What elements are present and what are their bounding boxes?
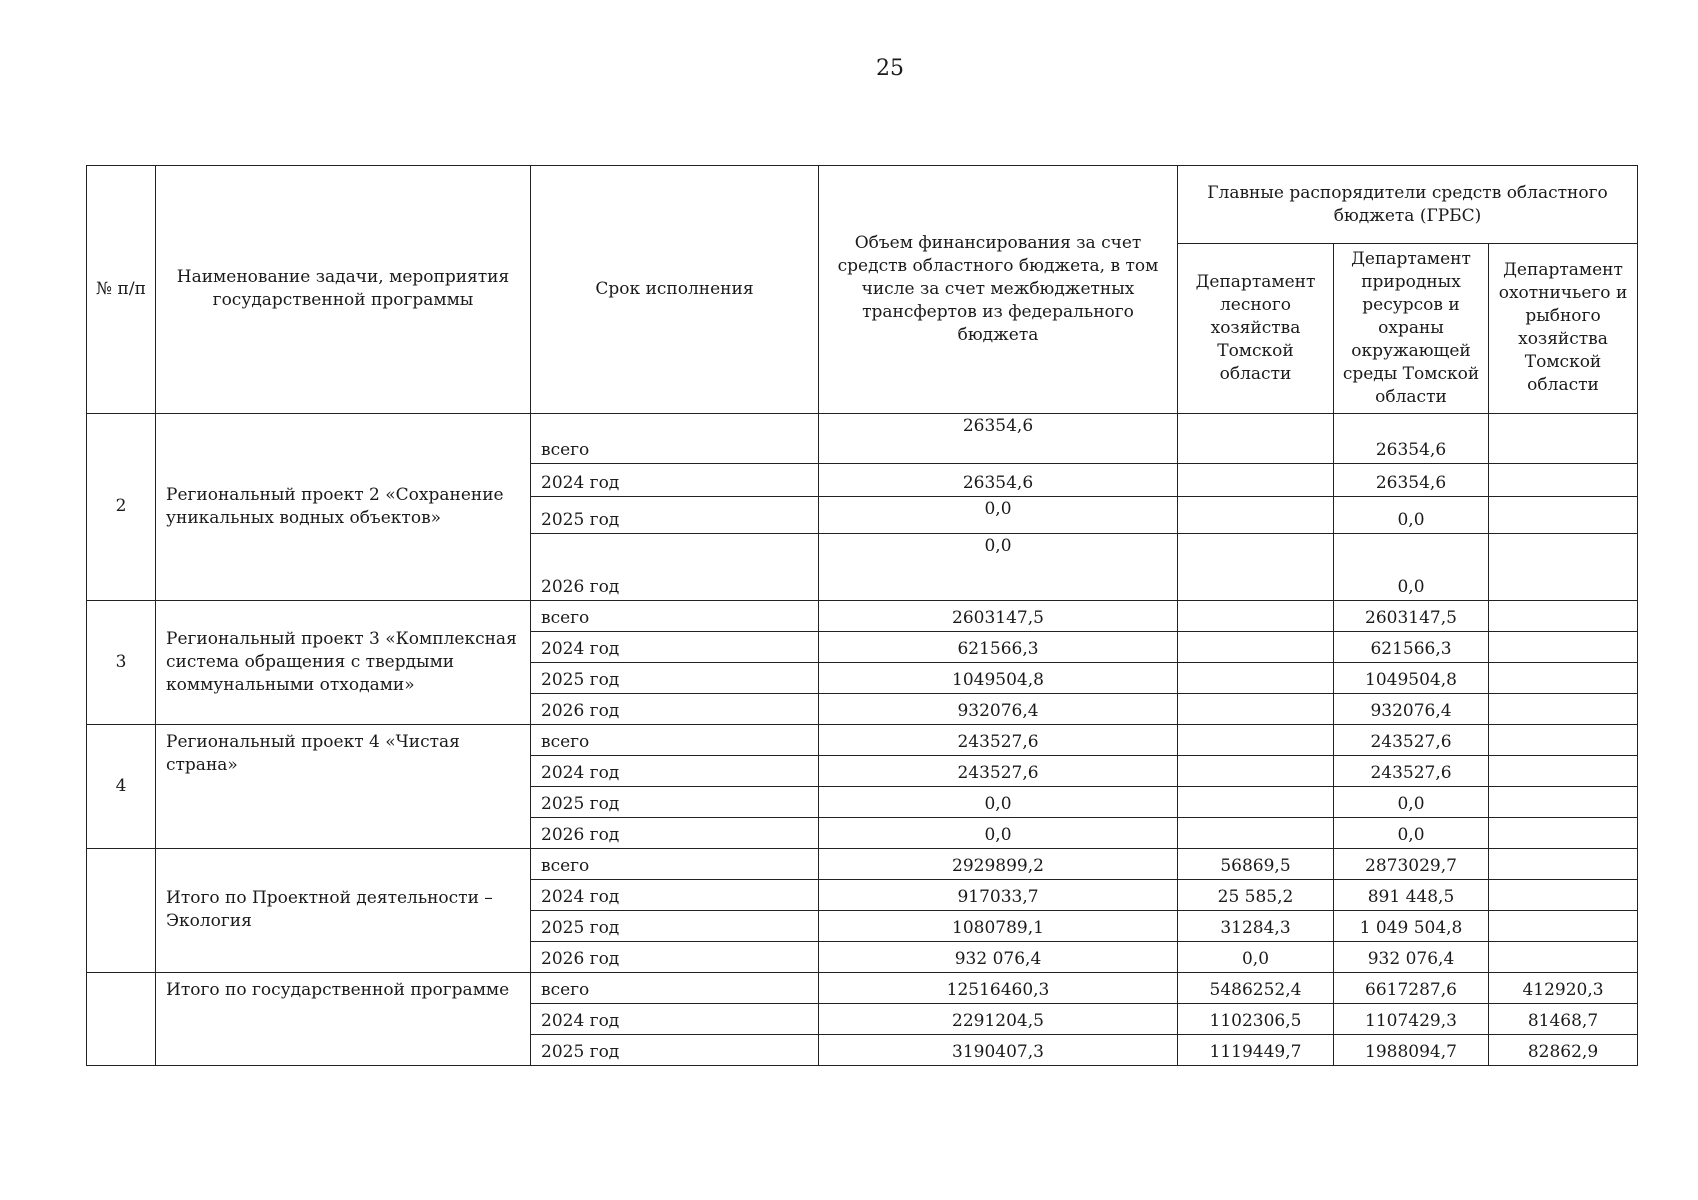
task-name: Региональный проект 2 «Сохранение уникальных водных объектов» (156, 413, 531, 600)
period: всего (531, 413, 819, 463)
nature-value: 26354,6 (1334, 413, 1489, 463)
page-number: 25 (876, 56, 904, 81)
hunting-value (1489, 600, 1638, 631)
row-number (87, 972, 156, 1065)
row-number: 2 (87, 413, 156, 600)
header-dept-nature: Департамент природных ресурсов и охраны окружающей среды Томской области (1334, 244, 1489, 414)
volume-value: 932076,4 (819, 693, 1178, 724)
table-row (87, 600, 1638, 631)
header-dept-hunting: Департамент охотничьего и рыбного хозяйства Томской области (1489, 244, 1638, 414)
period: 2024 год (531, 463, 819, 496)
hunting-value (1489, 631, 1638, 662)
volume-value: 932 076,4 (819, 941, 1178, 972)
nature-value: 932 076,4 (1334, 941, 1489, 972)
hunting-value (1489, 662, 1638, 693)
period: всего (531, 972, 819, 1003)
nature-value: 1988094,7 (1334, 1034, 1489, 1065)
nature-value: 0,0 (1334, 817, 1489, 848)
volume-value: 1080789,1 (819, 910, 1178, 941)
nature-value: 0,0 (1334, 786, 1489, 817)
forest-value (1178, 496, 1334, 533)
period: 2024 год (531, 755, 819, 786)
hunting-value (1489, 817, 1638, 848)
forest-value (1178, 786, 1334, 817)
task-name: Итого по государственной программе (156, 972, 531, 1065)
nature-value: 6617287,6 (1334, 972, 1489, 1003)
hunting-value: 412920,3 (1489, 972, 1638, 1003)
period: 2025 год (531, 1034, 819, 1065)
nature-value: 621566,3 (1334, 631, 1489, 662)
nature-value: 891 448,5 (1334, 879, 1489, 910)
forest-value (1178, 755, 1334, 786)
header-volume: Объем финансирования за счет средств областного бюджета, в том числе за счет межбюджетных трансфертов из федерального бюджета (819, 166, 1178, 414)
nature-value: 1049504,8 (1334, 662, 1489, 693)
period: 2025 год (531, 910, 819, 941)
volume-value: 243527,6 (819, 755, 1178, 786)
hunting-value (1489, 910, 1638, 941)
period: 2024 год (531, 1003, 819, 1034)
volume-value: 0,0 (819, 817, 1178, 848)
hunting-value (1489, 941, 1638, 972)
forest-value: 56869,5 (1178, 848, 1334, 879)
period: всего (531, 724, 819, 755)
forest-value (1178, 662, 1334, 693)
forest-value (1178, 724, 1334, 755)
volume-value: 243527,6 (819, 724, 1178, 755)
forest-value (1178, 600, 1334, 631)
period: 2026 год (531, 533, 819, 600)
nature-value: 1 049 504,8 (1334, 910, 1489, 941)
period: всего (531, 848, 819, 879)
volume-value: 26354,6 (819, 413, 1178, 463)
period: 2025 год (531, 662, 819, 693)
table-row (87, 413, 1638, 463)
nature-value: 1107429,3 (1334, 1003, 1489, 1034)
header-name: Наименование задачи, мероприятия государственной программы (156, 166, 531, 414)
nature-value: 26354,6 (1334, 463, 1489, 496)
hunting-value (1489, 693, 1638, 724)
forest-value: 5486252,4 (1178, 972, 1334, 1003)
hunting-value: 81468,7 (1489, 1003, 1638, 1034)
nature-value: 0,0 (1334, 533, 1489, 600)
forest-value (1178, 413, 1334, 463)
funding-table (86, 165, 1638, 1066)
period: 2026 год (531, 941, 819, 972)
volume-value: 3190407,3 (819, 1034, 1178, 1065)
volume-value: 2929899,2 (819, 848, 1178, 879)
hunting-value (1489, 755, 1638, 786)
period: 2026 год (531, 817, 819, 848)
volume-value: 0,0 (819, 496, 1178, 533)
hunting-value (1489, 848, 1638, 879)
table-row (87, 972, 1638, 1003)
hunting-value (1489, 786, 1638, 817)
forest-value: 1102306,5 (1178, 1003, 1334, 1034)
row-number: 4 (87, 724, 156, 848)
task-name: Региональный проект 4 «Чистая страна» (156, 724, 531, 848)
header-period: Срок исполнения (531, 166, 819, 414)
period: 2025 год (531, 786, 819, 817)
task-name: Итого по Проектной деятельности – Экология (156, 848, 531, 972)
header-grbs: Главные распорядители средств областного бюджета (ГРБС) (1178, 166, 1638, 244)
hunting-value: 82862,9 (1489, 1034, 1638, 1065)
task-name: Региональный проект 3 «Комплексная система обращения с твердыми коммунальными отходами» (156, 600, 531, 724)
volume-value: 621566,3 (819, 631, 1178, 662)
forest-value: 1119449,7 (1178, 1034, 1334, 1065)
forest-value: 0,0 (1178, 941, 1334, 972)
volume-value: 2291204,5 (819, 1003, 1178, 1034)
table-row (87, 724, 1638, 755)
forest-value: 25 585,2 (1178, 879, 1334, 910)
period: 2026 год (531, 693, 819, 724)
forest-value (1178, 463, 1334, 496)
nature-value: 932076,4 (1334, 693, 1489, 724)
forest-value (1178, 817, 1334, 848)
forest-value (1178, 693, 1334, 724)
volume-value: 1049504,8 (819, 662, 1178, 693)
period: 2025 год (531, 496, 819, 533)
hunting-value (1489, 496, 1638, 533)
period: 2024 год (531, 631, 819, 662)
volume-value: 2603147,5 (819, 600, 1178, 631)
header-num: № п/п (87, 166, 156, 414)
nature-value: 243527,6 (1334, 755, 1489, 786)
hunting-value (1489, 463, 1638, 496)
volume-value: 0,0 (819, 533, 1178, 600)
forest-value: 31284,3 (1178, 910, 1334, 941)
volume-value: 0,0 (819, 786, 1178, 817)
header-dept-forest: Департамент лесного хозяйства Томской области (1178, 244, 1334, 414)
nature-value: 2603147,5 (1334, 600, 1489, 631)
nature-value: 0,0 (1334, 496, 1489, 533)
row-number: 3 (87, 600, 156, 724)
forest-value (1178, 631, 1334, 662)
hunting-value (1489, 413, 1638, 463)
hunting-value (1489, 533, 1638, 600)
table-row (87, 848, 1638, 879)
period: 2024 год (531, 879, 819, 910)
forest-value (1178, 533, 1334, 600)
period: всего (531, 600, 819, 631)
volume-value: 917033,7 (819, 879, 1178, 910)
volume-value: 26354,6 (819, 463, 1178, 496)
hunting-value (1489, 879, 1638, 910)
nature-value: 2873029,7 (1334, 848, 1489, 879)
volume-value: 12516460,3 (819, 972, 1178, 1003)
row-number (87, 848, 156, 972)
nature-value: 243527,6 (1334, 724, 1489, 755)
hunting-value (1489, 724, 1638, 755)
